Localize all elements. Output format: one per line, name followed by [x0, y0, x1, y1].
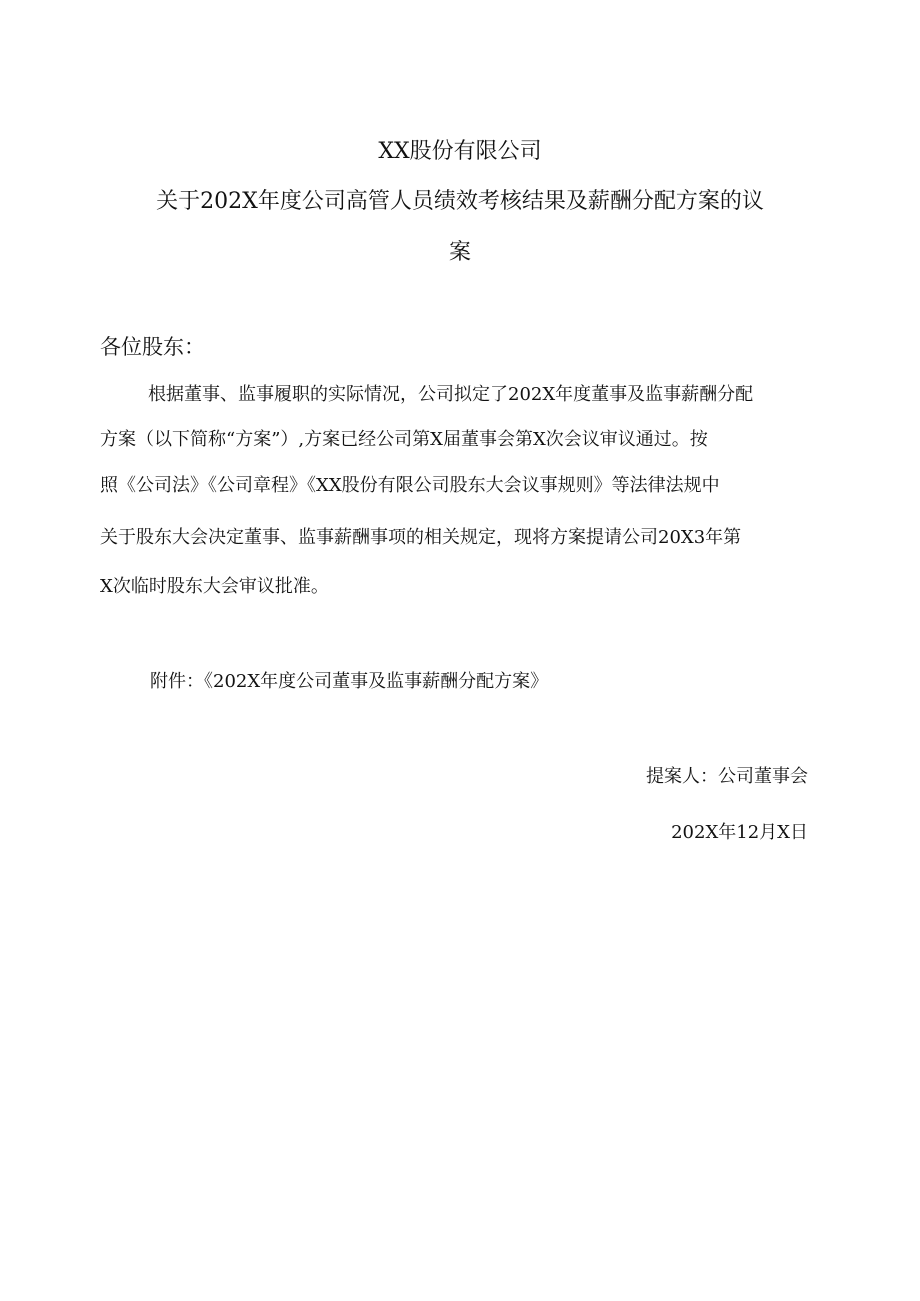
- attachment-note: 附件：《202X年度公司董事及监事薪酬分配方案》: [150, 671, 549, 692]
- salutation: 各位股东：: [100, 335, 205, 359]
- body-line: 方案（以下简称“方案”）,方案已经公司第X届董事会第X次会议审议通过。按: [100, 429, 708, 450]
- body-line: X次临时股东大会审议批准。: [100, 576, 329, 597]
- proposer: 提案人：公司董事会: [646, 766, 808, 787]
- body-line: 根据董事、监事履职的实际情况，公司拟定了202X年度董事及监事薪酬分配: [148, 384, 754, 405]
- body-line: 关于股东大会决定董事、监事薪酬事项的相关规定，现将方案提请公司20X3年第: [100, 527, 742, 548]
- proposal-title: 关于202X年度公司高管人员绩效考核结果及薪酬分配方案的议: [156, 189, 764, 214]
- proposal-title-continuation: 案: [448, 240, 471, 265]
- date: 202X年12月X日: [671, 822, 808, 843]
- body-line: 照《公司法》《公司章程》《XX股份有限公司股东大会议事规则》等法律法规中: [100, 475, 720, 496]
- company-title: XX股份有限公司: [378, 139, 542, 164]
